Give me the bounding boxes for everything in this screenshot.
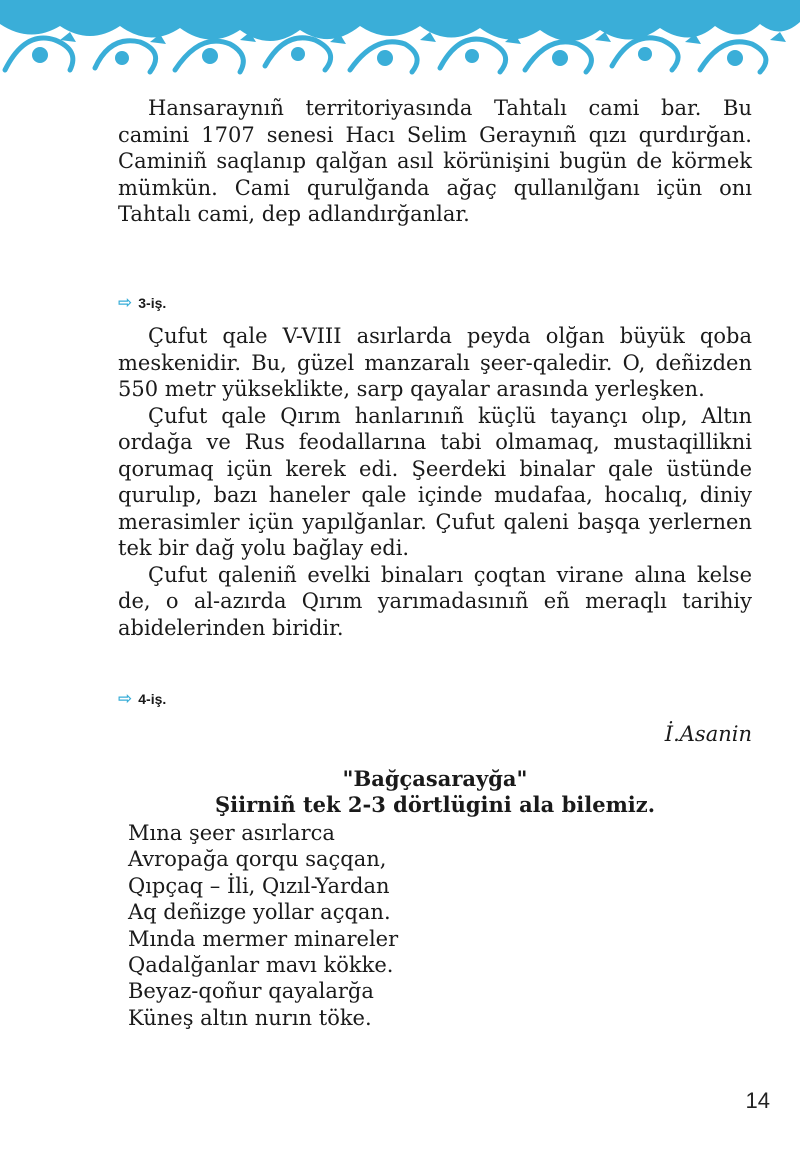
poem-line: Aq deñizge yollar açqan. — [128, 900, 391, 925]
poem-subtitle: Şiirniñ tek 2-3 dörtlügini ala bilemiz. — [214, 792, 656, 817]
task-3-paragraph: Çufut qaleniñ evelki binaları çoqtan virane alına kelse de, o al-azırda Qırım yarımadasınıñ eñ meraqlı tarihiy abidelerinden biridir. — [118, 562, 752, 640]
poem-line: Mında mermer minareler — [128, 926, 399, 951]
intro-paragraph — [118, 95, 752, 228]
poem-line: Avropağa qorqu saçqan, — [128, 847, 387, 872]
poem-lines — [128, 820, 398, 1031]
poem-author: İ.Asanin — [664, 722, 752, 746]
poem-line: Qıpçaq – İli, Qızıl-Yardan — [128, 873, 390, 898]
poem-title: "Bağçasarayğa" — [342, 766, 528, 791]
task-4-label: ⇨ 4-iş. — [118, 689, 167, 708]
right-arrow-icon: ⇨ — [118, 293, 133, 312]
right-arrow-icon: ⇨ — [118, 689, 133, 708]
poem-title-block — [118, 766, 752, 818]
task-3-text — [118, 323, 752, 641]
intro-paragraph-text: Hansaraynıñ territoriyasında Tahtalı cami bar. Bu camini 1707 senesi Hacı Selim Geraynıñ qızı qurdırğan. Caminiñ saqlanıp qalğan asıl körünişini bugün de körmek mümkün. Cami qurulğanda ağaç qullanılğanı içün onı Tahtalı cami, dep adlandırğanlar. — [118, 96, 752, 226]
page-number: 14 — [745, 1088, 770, 1113]
task-3-paragraph: Çufut qale Qırım hanlarınıñ küçlü tayançı olıp, Altın ordağa ve Rus feodallarına tabi olmamaq, mustaqillikni qorumaq içün kerek edi. Şeerdeki binalar qale üstünde qurulıp, bazı haneler qale içinde mudafaa, hocalıq, diniy merasimler içün yapılğanlar. Çufut qaleni başqa yerlernen tek bir dağ yolu bağlay edi. — [118, 403, 752, 560]
poem-line: Mına şeer asırlarca — [128, 821, 335, 845]
poem-line: Qadalğanlar mavı kökke. — [128, 953, 394, 978]
floral-border-ornament — [0, 0, 800, 80]
poem-line: Küneş altın nurın töke. — [128, 1005, 372, 1030]
task-3-paragraph: Çufut qale V-VIII asırlarda peyda olğan büyük qoba meskenidir. Bu, güzel manzaralı şeer-qaledir. O, deñizden 550 metr yükseklikte, sarp qayalar arasında yerleşken. — [118, 324, 752, 401]
poem-line: Beyaz-qoñur qayalarğa — [128, 979, 374, 1004]
task-3-label: ⇨ 3-iş. — [118, 293, 167, 312]
